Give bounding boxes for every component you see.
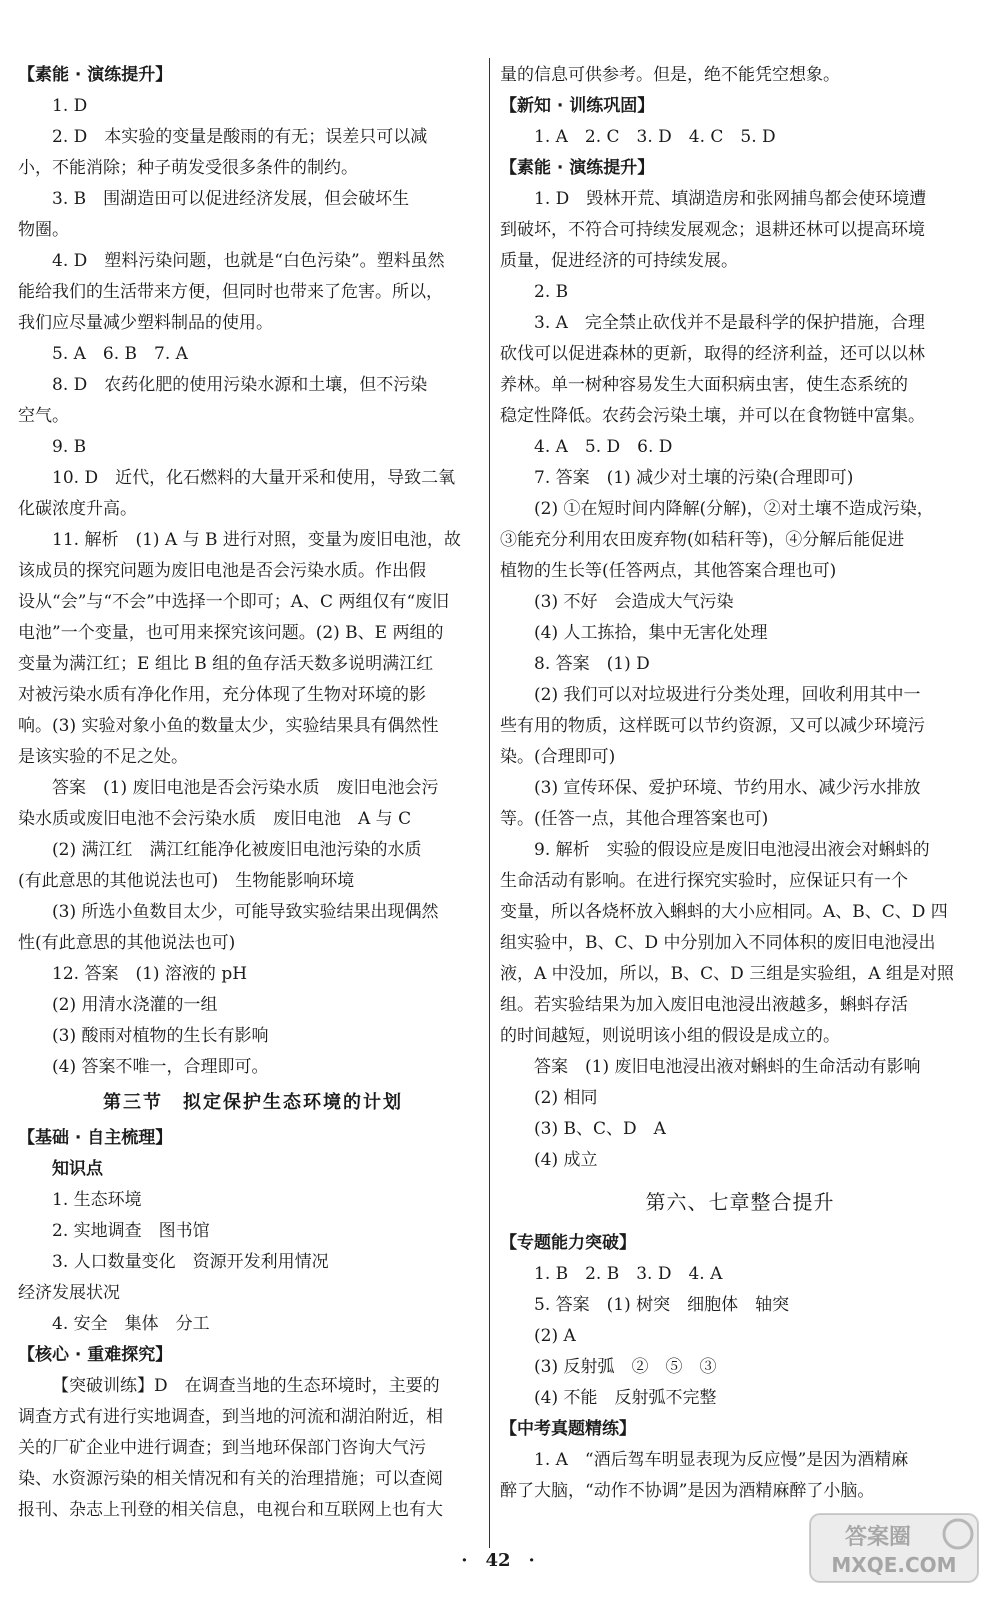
answer-line: (3) 不好 会造成大气污染 [534,592,734,612]
answer-line: 关的厂矿企业中进行调查；到当地环保部门咨询大气污 [18,1438,426,1458]
answer-line: 染、水资源污染的相关情况和有关的治理措施；可以查阅 [18,1469,443,1489]
answer-line: 10. D 近代，化石燃料的大量开采和使用，导致二氧 [52,468,456,488]
answer-line: ③能充分利用农田废弃物(如秸秆等)，④分解后能促进 [500,530,905,550]
answer-line: 性(有此意思的其他说法也可) [18,933,236,953]
answer-line: 8. 答案 (1) D [534,654,650,674]
answer-line: 电池”一个变量，也可用来探究该问题。(2) B、E 两组的 [18,623,444,643]
answer-line: 变量为满江红；E 组比 B 组的鱼存活天数多说明满江红 [18,654,434,674]
answer-line: 调查方式有进行实地调查，到当地的河流和湖泊附近，相 [18,1407,443,1427]
answer-line: 化碳浓度升高。 [18,499,137,519]
answer-line: 质量，促进经济的可持续发展。 [500,251,738,271]
answer-line: 2. 实地调查 图书馆 [52,1221,210,1241]
section-heading: 【素能 · 演练提升】 [18,65,173,85]
answer-line: 染。(合理即可) [500,747,616,767]
answer-line: (3) 反射弧 ② ⑤ ③ [534,1357,717,1377]
answer-line: 该成员的探究问题为废旧电池是否会污染水质。作出假 [18,561,426,581]
answer-line: 空气。 [18,406,69,426]
answer-line: 响。(3) 实验对象小鱼的数量太少，实验结果具有偶然性 [18,716,439,736]
watermark-logo-icon [808,1508,980,1588]
answer-line: 是该实验的不足之处。 [18,747,188,767]
answer-line: (3) 宣传环保、爱护环境、节约用水、减少污水排放 [534,778,921,798]
answer-line: 能给我们的生活带来方便，但同时也带来了危害。所以， [18,282,443,302]
section-heading: 【专题能力突破】 [500,1233,636,1253]
answer-line: (4) 人工拣拾，集中无害化处理 [534,623,768,643]
answer-line: 4. D 塑料污染问题，也就是“白色污染”。塑料虽然 [52,251,445,271]
answer-line: 答案 (1) 废旧电池浸出液对蝌蚪的生命活动有影响 [534,1057,921,1077]
answer-line: 等。(任答一点，其他合理答案也可) [500,809,769,829]
answer-line: (2) ①在短时间内降解(分解)，②对土壤不造成污染， [534,499,934,519]
left-column [18,60,488,1526]
answer-line: 知识点 [52,1159,103,1179]
answer-line: (4) 成立 [534,1150,598,1170]
answer-line: 4. A 5. D 6. D [534,437,673,457]
answer-line: (3) 所选小鱼数目太少，可能导致实验结果出现偶然 [52,902,439,922]
answer-line: 9. B [52,437,87,457]
answer-line: 物圈。 [18,220,69,240]
answer-line: 7. 答案 (1) 减少对土壤的污染(合理即可) [534,468,854,488]
answer-line: 变量，所以各烧杯放入蝌蚪的大小应相同。A、B、C、D 四 [500,902,948,922]
section-heading: 【中考真题精练】 [500,1419,636,1439]
answer-line: 3. 人口数量变化 资源开发利用情况 [52,1252,329,1272]
answer-line: (3) B、C、D A [534,1119,666,1139]
answer-line: (4) 不能 反射弧不完整 [534,1388,717,1408]
answer-line: 量的信息可供参考。但是，绝不能凭空想象。 [500,65,840,85]
answer-line: 2. D 本实验的变量是酸雨的有无；误差只可以减 [52,127,428,147]
right-column [500,60,980,1507]
answer-line: 11. 解析 (1) A 与 B 进行对照，变量为废旧电池，故 [52,530,461,550]
page-number: · 42 · [461,1550,535,1571]
answer-line: 砍伐可以促进森林的更新，取得的经济利益，还可以以林 [500,344,925,364]
answer-line: (3) 酸雨对植物的生长有影响 [52,1026,269,1046]
section-heading: 【新知 · 训练巩固】 [500,96,655,116]
section-heading: 【素能 · 演练提升】 [500,158,655,178]
answer-line: 12. 答案 (1) 溶液的 pH [52,964,248,984]
column-divider [489,58,490,1548]
answer-line: 9. 解析 实验的假设应是废旧电池浸出液会对蝌蚪的 [534,840,930,860]
answer-line: (4) 答案不唯一，合理即可。 [52,1057,269,1077]
section-title: 第三节 拟定保护生态环境的计划 [103,1092,403,1113]
section-heading: 【核心 · 重难探究】 [18,1345,173,1365]
answer-line: 组实验中，B、C、D 中分别加入不同体积的废旧电池浸出 [500,933,936,953]
answer-line: (2) A [534,1326,576,1346]
answer-line: 小，不能消除；种子萌发受很多条件的制约。 [18,158,358,178]
answer-line: 1. A 2. C 3. D 4. C 5. D [534,127,776,147]
section-heading: 【基础 · 自主梳理】 [18,1128,173,1148]
answer-line: 5. A 6. B 7. A [52,344,188,364]
answer-line: 【突破训练】D 在调查当地的生态环境时，主要的 [52,1376,440,1396]
answer-line: 5. 答案 (1) 树突 细胞体 轴突 [534,1295,790,1315]
answer-line: 植物的生长等(任答两点，其他答案合理也可) [500,561,837,581]
answer-line: 到破坏，不符合可持续发展观念；退耕还林可以提高环境 [500,220,925,240]
answer-line: 1. D [52,96,88,116]
answer-line: 稳定性降低。农药会污染土壤，并可以在食物链中富集。 [500,406,925,426]
answer-line: 液，A 中没加，所以，B、C、D 三组是实验组，A 组是对照 [500,964,954,984]
answer-line: 1. D 毁林开荒、填湖造房和张网捕鸟都会使环境遭 [534,189,927,209]
answer-line: 报刊、杂志上刊登的相关信息，电视台和互联网上也有大 [18,1500,443,1520]
svg-text:MXQE.COM: MXQE.COM [831,1553,957,1577]
answer-line: 养林。单一树种容易发生大面积病虫害，使生态系统的 [500,375,908,395]
answer-line: 3. B 围湖造田可以促进经济发展，但会破坏生 [52,189,410,209]
answer-line: 经济发展状况 [18,1283,120,1303]
answer-line: 3. A 完全禁止砍伐并不是最科学的保护措施，合理 [534,313,925,333]
svg-text:答案圈: 答案圈 [844,1525,912,1550]
answer-line: 1. A “酒后驾车明显表现为反应慢”是因为酒精麻 [534,1450,909,1470]
answer-line: 设从“会”与“不会”中选择一个即可；A、C 两组仅有“废旧 [18,592,450,612]
answer-line: 生命活动有影响。在进行探究实验时，应保证只有一个 [500,871,908,891]
answer-line: 8. D 农药化肥的使用污染水源和土壤，但不污染 [52,375,428,395]
answer-line: 1. 生态环境 [52,1190,142,1210]
answer-line: 对被污染水质有净化作用，充分体现了生物对环境的影 [18,685,426,705]
answer-line: 答案 (1) 废旧电池是否会污染水质 废旧电池会污 [52,778,439,798]
answer-line: (2) 用清水浇灌的一组 [52,995,218,1015]
answer-line: (有此意思的其他说法也可) 生物能影响环境 [18,871,355,891]
answer-line: 1. B 2. B 3. D 4. A [534,1264,723,1284]
answer-line: 的时间越短，则说明该小组的假设是成立的。 [500,1026,840,1046]
answer-line: 我们应尽量减少塑料制品的使用。 [18,313,273,333]
answer-line: 醉了大脑，“动作不协调”是因为酒精麻醉了小脑。 [500,1481,875,1501]
answer-line: 2. B [534,282,569,302]
answer-line: (2) 相同 [534,1088,598,1108]
answer-line: 些有用的物质，这样既可以节约资源，又可以减少环境污 [500,716,925,736]
chapter-title: 第六、七章整合提升 [645,1190,835,1214]
answer-line: (2) 满江红 满江红能净化被废旧电池污染的水质 [52,840,422,860]
answer-line: 4. 安全 集体 分工 [52,1314,210,1334]
answer-line: (2) 我们可以对垃圾进行分类处理，回收利用其中一 [534,685,921,705]
answer-line: 染水质或废旧电池不会污染水质 废旧电池 A 与 C [18,809,412,829]
answer-line: 组。若实验结果为加入废旧电池浸出液越多，蝌蚪存活 [500,995,908,1015]
